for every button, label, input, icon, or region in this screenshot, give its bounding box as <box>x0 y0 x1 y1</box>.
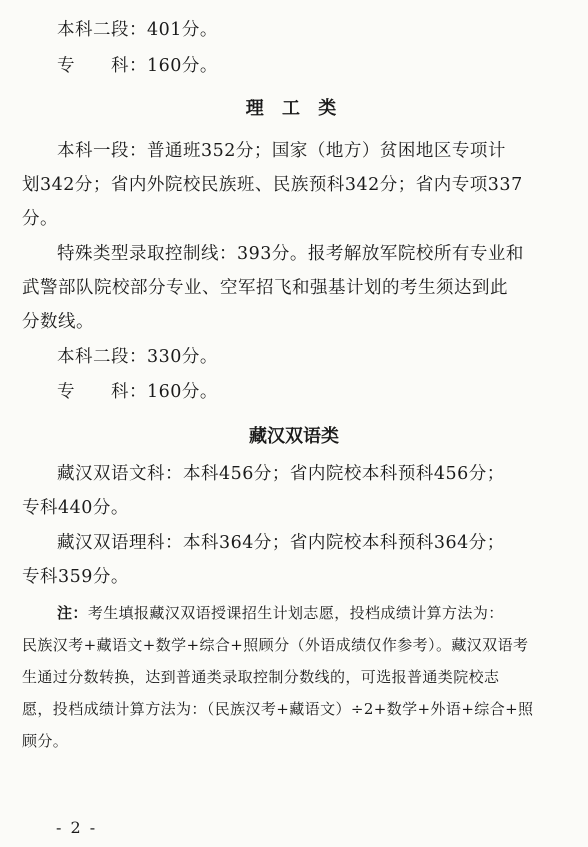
ligong-benke1-line3: 分。 <box>22 209 58 229</box>
ligong-benke1-line1: 本科一段：普通班352分；国家（地方）贫困地区专项计 <box>57 141 506 161</box>
zanghan-like-line1: 藏汉双语理科：本科364分；省内院校本科预科364分； <box>57 533 505 553</box>
ligong-benke2-line: 本科二段：330分。 <box>57 347 218 367</box>
wenke-benke2-line: 本科二段：401分。 <box>57 20 218 40</box>
zhuanke-label-a: 专 <box>57 382 75 402</box>
zanghan-wenke-line1: 藏汉双语文科：本科456分；省内院校本科预科456分； <box>57 464 505 484</box>
note-line2: 民族汉考+藏语文+数学+综合+照顾分（外语成绩仅作参考）。藏汉双语考 <box>22 636 529 654</box>
page-number: - 2 - <box>56 818 98 837</box>
note-line5: 顾分。 <box>22 732 69 750</box>
note-label: 注： <box>57 604 88 622</box>
zhuanke-label-b: 科：160分。 <box>111 56 218 76</box>
zhuanke-label-b: 科：160分。 <box>111 382 218 402</box>
ligong-special-line1: 特殊类型录取控制线：393分。报考解放军院校所有专业和 <box>57 244 524 264</box>
ligong-special-line2: 武警部队院校部分专业、空军招飞和强基计划的考生须达到此 <box>22 278 508 298</box>
ligong-zhuanke-line <box>57 380 218 404</box>
zanghan-wenke-line2: 专科440分。 <box>22 498 129 518</box>
wenke-zhuanke-line <box>57 54 218 78</box>
note-line4: 愿，投档成绩计算方法为：（民族汉考+藏语文）÷2+数学+外语+综合+照 <box>22 700 534 718</box>
ligong-benke1-line2: 划342分；省内外院校民族班、民族预科342分；省内专项337 <box>22 175 523 195</box>
zhuanke-label-a: 专 <box>57 56 75 76</box>
note-line1 <box>57 602 504 624</box>
zanghan-heading: 藏汉双语类 <box>249 426 339 447</box>
ligong-special-line3: 分数线。 <box>22 312 94 332</box>
note-line3: 生通过分数转换，达到普通类录取控制分数线的，可选报普通类院校志 <box>22 668 500 686</box>
note-text1: 考生填报藏汉双语授课招生计划志愿，投档成绩计算方法为： <box>87 604 504 622</box>
zanghan-like-line2: 专科359分。 <box>22 567 129 587</box>
ligong-heading: 理 工 类 <box>245 98 343 119</box>
